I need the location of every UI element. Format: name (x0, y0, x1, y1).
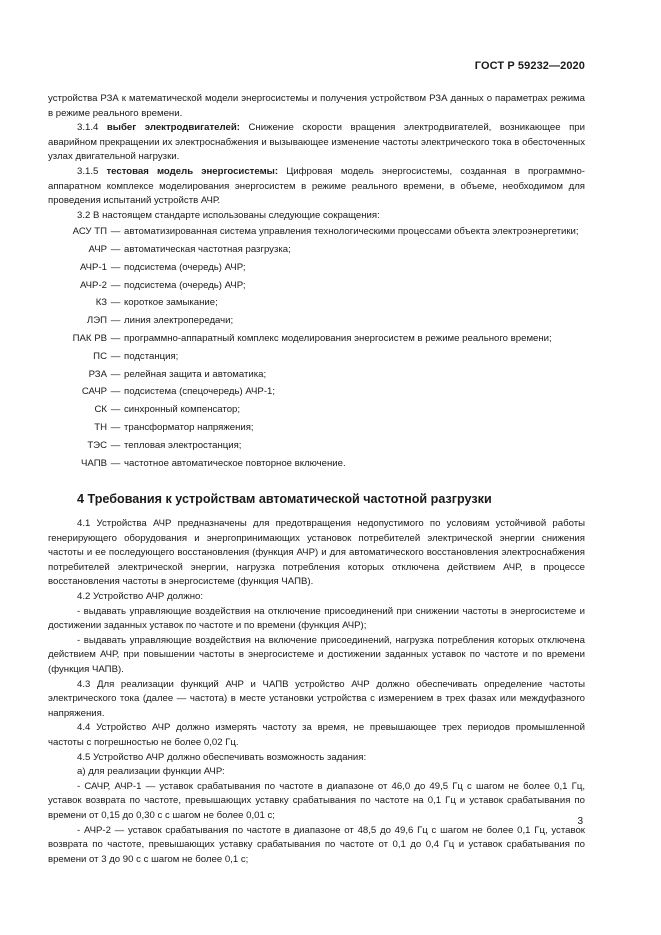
abbreviation-item: ТН — трансформатор напряжения; (48, 421, 585, 436)
abbreviation-definition: подстанция; (124, 350, 179, 362)
abbreviation-item: РЗА — релейная защита и автоматика; (48, 368, 585, 383)
paragraph-4-2: 4.2 Устройство АЧР должно: (77, 591, 204, 603)
abbreviation-item: ТЭС — тепловая электростанция; (48, 439, 585, 454)
intro-paragraph: устройства РЗА к математической модели энергосистемы и получения устройством РЗА данных о параметрах режима в режиме реального времени. (48, 93, 585, 119)
abbreviation-definition: релейная защита и автоматика; (124, 368, 267, 380)
definition-3-1-5 (48, 165, 585, 209)
definition-number: 3.1.4 (77, 122, 99, 134)
abbreviation-list (48, 225, 585, 471)
list-item: - САЧР, АЧР-1 — уставок срабатывания по частоте в диапазоне от 46,0 до 49,5 Гц с шагом не более 0,1 Гц, уставок возврата по частоте, превышающих уставку срабатывания по частоте на 0,1 Гц и уставок срабатывания по времени от 0,15 до 0,30 с с шагом не более 0,01 с; (48, 780, 585, 821)
abbreviation-item: АЧР — автоматическая частотная разгрузка; (48, 243, 585, 258)
abbreviation-definition: тепловая электростанция; (124, 439, 242, 451)
list-item: а) для реализации функции АЧР: (77, 766, 225, 778)
abbreviation-item: САЧР — подсистема (спецочередь) АЧР-1; (48, 385, 585, 400)
abbreviation-key: АЧР (88, 244, 107, 256)
abbreviation-definition: автоматизированная система управления технологическими процессами объекта электроэнергетики; (124, 226, 579, 238)
definition-term: тестовая модель энергосистемы: (106, 165, 279, 177)
abbreviation-key: ПАК РВ (72, 333, 107, 345)
list-item: - АЧР-2 — уставок срабатывания по частоте в диапазоне от 48,5 до 49,6 Гц с шагом не более 0,1 Гц, уставок возврата по частоте, превышающих уставку срабатывания по частоте от 0,1 до 0,4 Гц и уставок срабатывания по времени от 3 до 90 с с шагом не более 0,1 с; (48, 824, 585, 865)
abbreviation-key: РЗА (88, 368, 107, 380)
list-item: - выдавать управляющие воздействия на отключение присоединений при снижении частоты в энергосистеме и достижении заданных уставок по частоте и по времени (функция АЧР); (48, 605, 585, 632)
abbreviation-item: АЧР-1 — подсистема (очередь) АЧР; (48, 261, 585, 276)
abbreviation-key: ЧАПВ (81, 457, 107, 469)
abbreviation-item: АЧР-2 — подсистема (очередь) АЧР; (48, 279, 585, 294)
paragraph-4-5: 4.5 Устройство АЧР должно обеспечивать возможность задания: (77, 751, 367, 763)
paragraph-3-2: 3.2 В настоящем стандарте использованы следующие сокращения: (77, 209, 380, 221)
abbreviation-key: САЧР (81, 386, 107, 398)
abbreviation-definition: программно-аппаратный комплекс моделирования энергосистем в режиме реального времени; (124, 333, 552, 345)
paragraph-4-4: 4.4 Устройство АЧР должно измерять частоту за время, не превышающее трех периодов промышленной частоты с погрешностью не более 0,02 Гц. (48, 722, 585, 748)
section-4-heading: 4 Требования к устройствам автоматической частотной разгрузки (77, 492, 492, 507)
abbreviation-key: ТН (94, 421, 107, 433)
definition-text: Снижение скорости вращения электродвигателей, возникающее при аварийном прекращении их электроснабжения и вызывающее изменение частоты электрического тока в обесточенных узлах двигательной нагрузки. (48, 122, 586, 163)
abbreviation-key: АЧР-2 (80, 279, 107, 291)
definition-3-1-4 (48, 121, 585, 165)
abbreviation-item: ПС — подстанция; (48, 350, 585, 365)
abbreviation-key: ТЭС (87, 439, 107, 451)
abbreviation-key: АСУ ТП (72, 226, 107, 238)
abbreviation-item: КЗ — короткое замыкание; (48, 296, 585, 311)
abbreviation-item: ПАК РВ — программно-аппаратный комплекс моделирования энергосистем в режиме реального времени; (48, 332, 585, 347)
abbreviation-item: ЛЭП — линия электропередачи; (48, 314, 585, 329)
document-body (48, 92, 585, 867)
abbreviation-definition: частотное автоматическое повторное включение. (124, 457, 346, 469)
abbreviation-key: АЧР-1 (80, 261, 107, 273)
list-item: - выдавать управляющие воздействия на включение присоединений, нагрузка потребления которых отключена действием АЧР, при повышении частоты в энергосистеме и достижении заданных уставок по частоте и по времени (функция ЧАПВ). (48, 634, 585, 676)
abbreviation-definition: подсистема (очередь) АЧР; (124, 279, 246, 291)
standard-header: ГОСТ Р 59232—2020 (474, 60, 585, 72)
page-number: 3 (577, 816, 583, 827)
definition-number: 3.1.5 (77, 165, 99, 177)
paragraph-4-1: 4.1 Устройства АЧР предназначены для предотвращения недопустимого по условиям устойчивой работы генерирующего оборудования и энергопринимающих установок потребителей электрической энергии снижения частоты и ее последующего восстановления (функция АЧР) и для автоматического восстановления электроснабжения потребителей электрической энергии, нагрузка потребления которых отключена действием АЧР, в процессе восстановления частоты в энергосистеме (функция ЧАПВ). (48, 518, 585, 588)
abbreviation-key: ЛЭП (86, 315, 107, 327)
abbreviation-definition: подсистема (очередь) АЧР; (124, 261, 246, 273)
abbreviation-key: СК (94, 404, 107, 416)
abbreviation-definition: короткое замыкание; (124, 297, 218, 309)
abbreviation-key: ПС (93, 350, 107, 362)
abbreviation-key: КЗ (95, 297, 107, 309)
abbreviation-definition: линия электропередачи; (124, 315, 234, 327)
abbreviation-definition: автоматическая частотная разгрузка; (124, 244, 291, 256)
definition-term: выбег электродвигателей: (106, 122, 240, 134)
abbreviation-definition: трансформатор напряжения; (124, 421, 254, 433)
abbreviation-item: СК — синхронный компенсатор; (48, 403, 585, 418)
abbreviation-item: ЧАПВ — частотное автоматическое повторное включение. (48, 457, 585, 472)
abbreviation-item: АСУ ТП — автоматизированная система управления технологическими процессами объекта электроэнергетики; (48, 225, 585, 240)
abbreviation-definition: подсистема (спецочередь) АЧР-1; (124, 386, 276, 398)
definition-text: Цифровая модель энергосистемы, созданная в программно-аппаратном комплексе моделирования энергосистем в режиме реального времени, в объеме, необходимом для проведения испытаний устройств АЧР. (48, 165, 585, 207)
paragraph-4-3: 4.3 Для реализации функций АЧР и ЧАПВ устройство АЧР должно обеспечивать определение частоты электрического тока (далее — частота) в месте установки устройства с измерением в трех фазах или междуфазного напряжения. (48, 678, 585, 719)
abbreviation-definition: синхронный компенсатор; (124, 404, 241, 416)
